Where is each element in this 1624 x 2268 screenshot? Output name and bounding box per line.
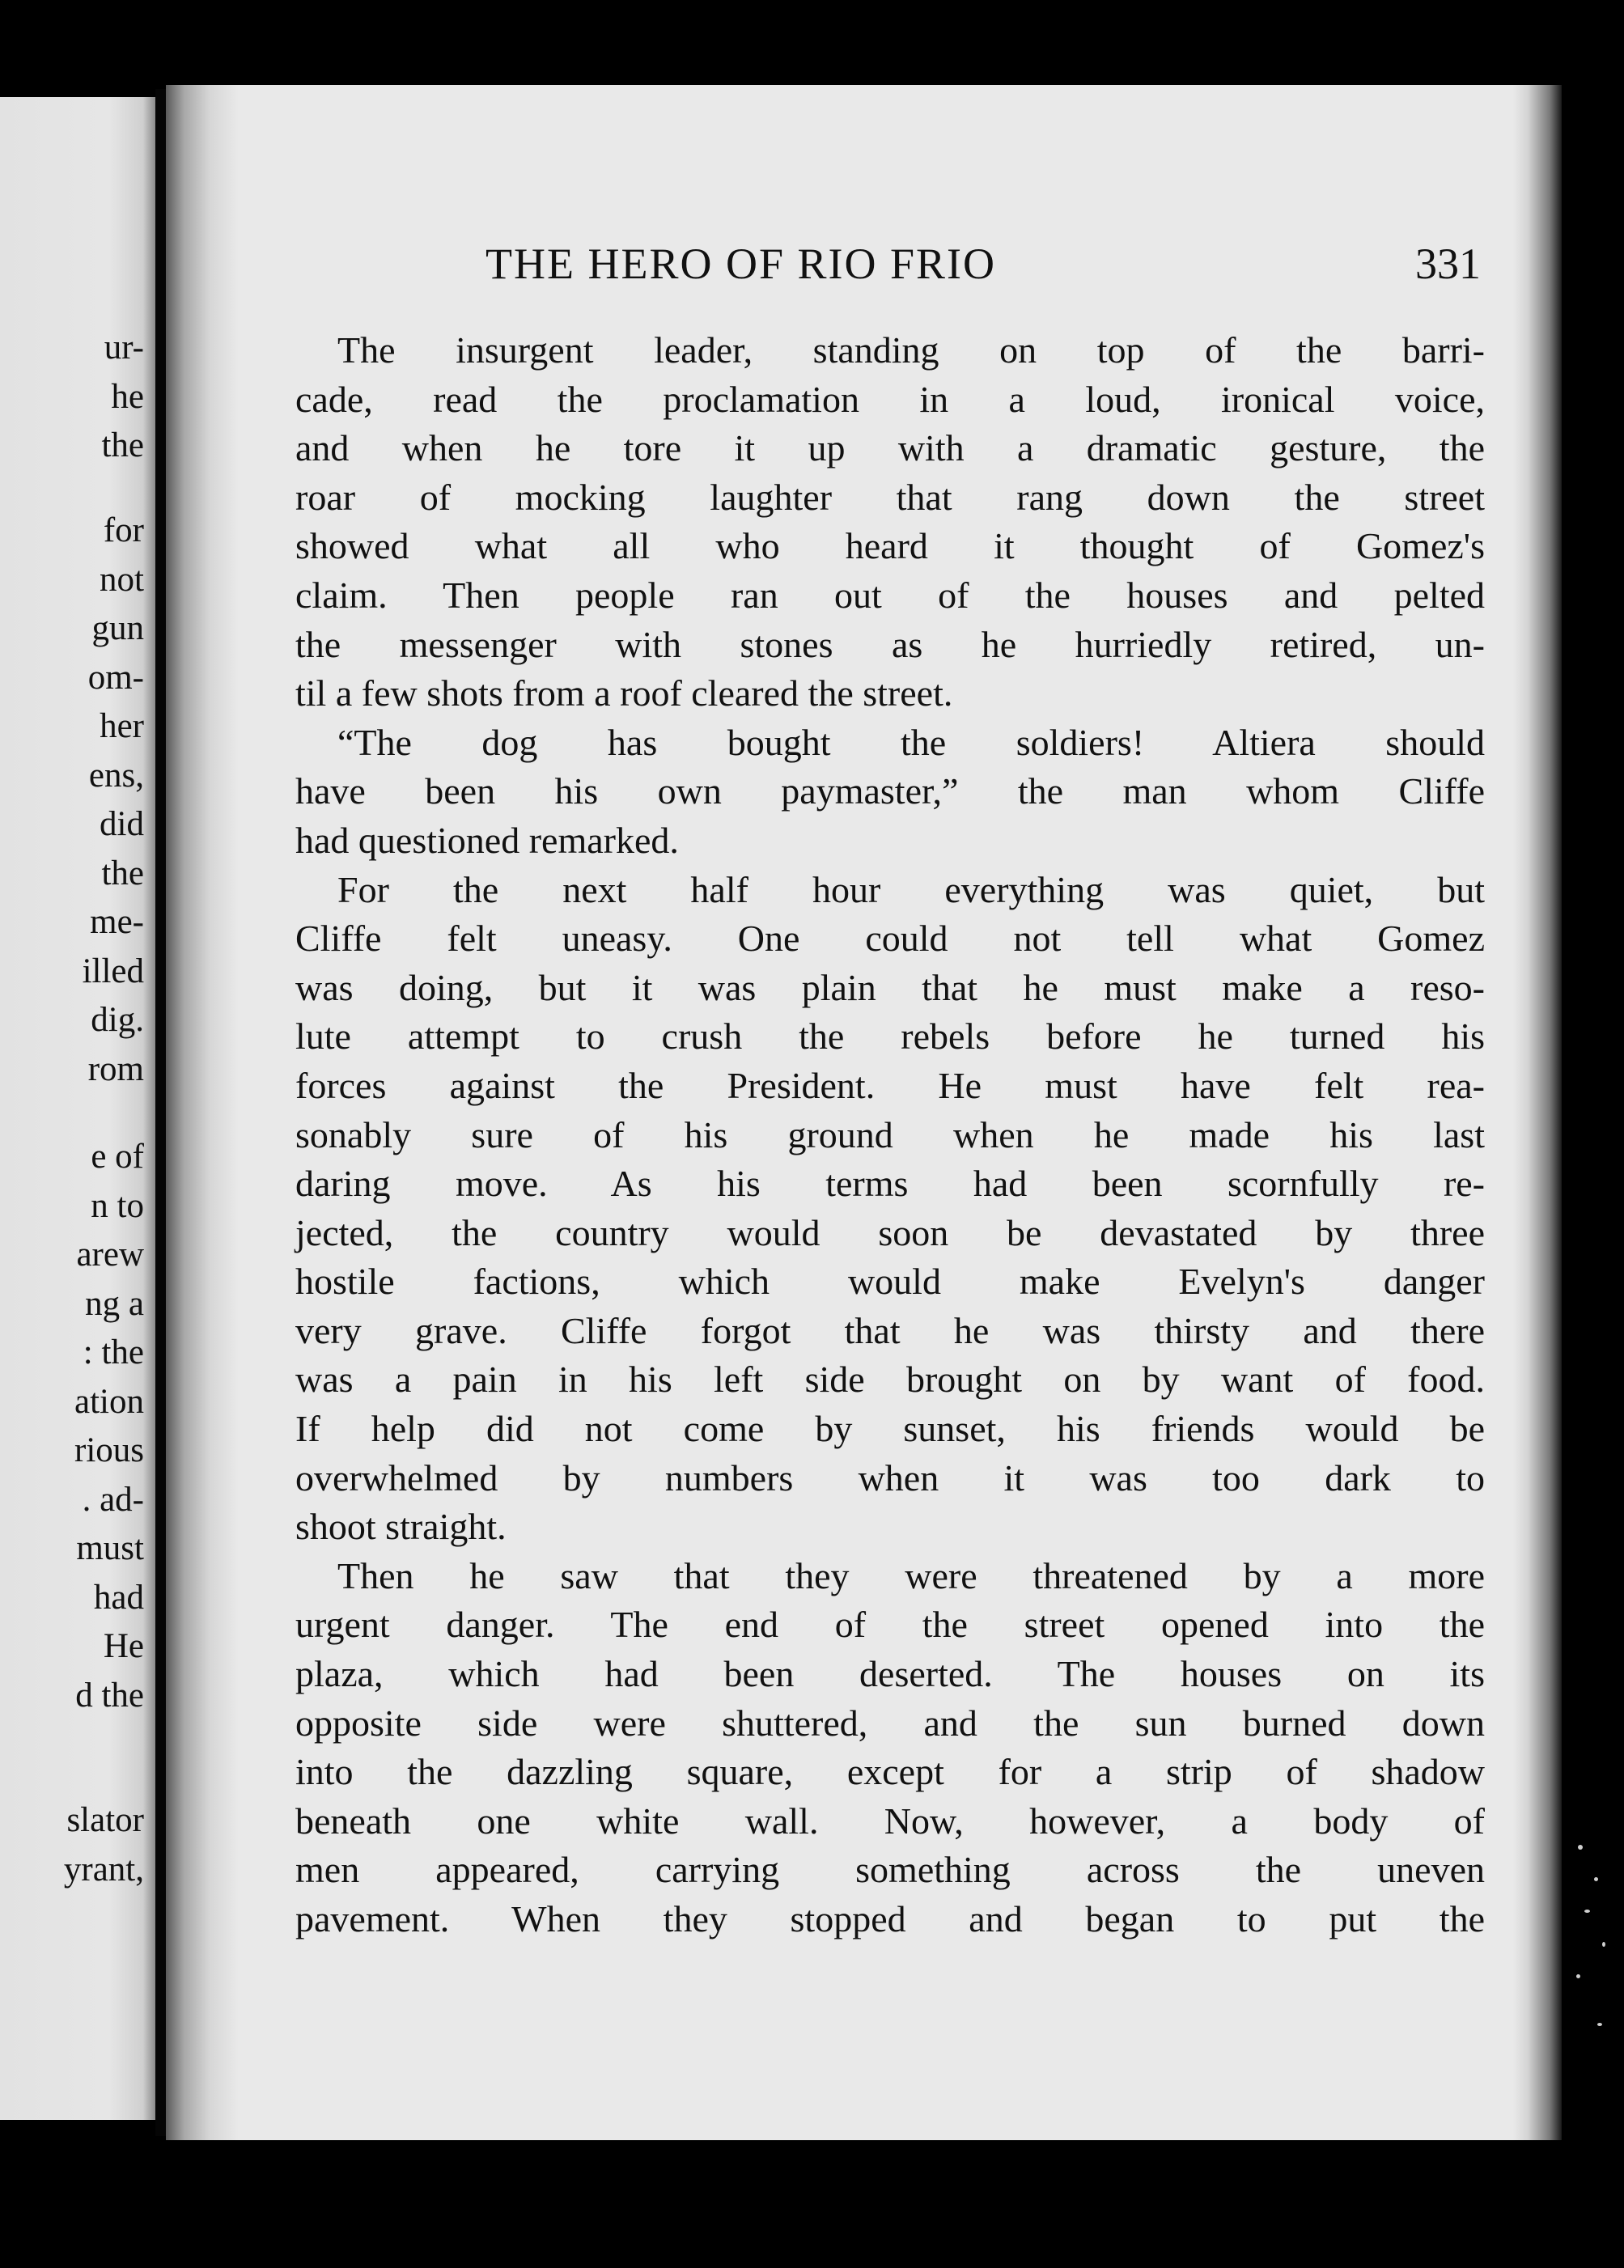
left-fragment: had [93, 1578, 144, 1617]
text-line: til a few shots from a roof cleared the street. [295, 672, 953, 714]
left-fragment: the [101, 426, 144, 464]
left-fragment-group-4 [64, 1796, 144, 1894]
right-page [166, 85, 1562, 2140]
dust-speck [1584, 1910, 1590, 1913]
text-line: had questioned remarked. [295, 819, 679, 861]
left-fragment: her [100, 707, 144, 745]
left-fragment: om- [87, 658, 144, 697]
left-fragment: ens, [88, 756, 144, 795]
body-text [295, 326, 1485, 1944]
left-fragment: for [103, 511, 144, 549]
left-fragment: He [103, 1627, 144, 1665]
left-fragment: not [100, 560, 144, 599]
text-line: The insurgent leader, standing on top of the barri- [337, 329, 1485, 371]
left-fragment: ng a [85, 1284, 144, 1323]
left-fragment: the [101, 854, 144, 892]
text-line: cade, read the proclamation in a loud, ironical voice, [295, 378, 1485, 420]
text-line: For the next half hour everything was quiet, but [337, 868, 1485, 910]
text-line: forces against the President. He must have felt rea- [295, 1064, 1485, 1106]
dust-speck [1594, 1877, 1598, 1881]
text-line: shoot straight. [295, 1506, 507, 1548]
left-fragment: ation [74, 1382, 144, 1421]
page-number: 331 [1415, 240, 1481, 288]
text-line: urgent danger. The end of the street opened into the [295, 1604, 1485, 1646]
left-fragment: did [100, 805, 144, 843]
dust-speck [1576, 1974, 1580, 1978]
text-line: very grave. Cliffe forgot that he was thirsty and there [295, 1309, 1485, 1351]
text-line: the messenger with stones as he hurriedly retired, un- [295, 623, 1485, 665]
text-line: showed what all who heard it thought of Gomez's [295, 525, 1485, 567]
text-line: overwhelmed by numbers when it was too dark to [295, 1456, 1485, 1499]
text-line: If help did not come by sunset, his friends would be [295, 1408, 1485, 1450]
page-edge-shadow [1513, 85, 1562, 2140]
left-fragment: ur- [104, 329, 144, 367]
text-line: beneath one white wall. Now, however, a body of [295, 1800, 1485, 1842]
left-fragment: e of [91, 1138, 144, 1176]
left-fragment: yrant, [63, 1850, 144, 1889]
text-line: Cliffe felt uneasy. One could not tell what Gomez [295, 918, 1485, 960]
running-title: THE HERO OF RIO FRIO [486, 240, 997, 288]
text-line: was doing, but it was plain that he must make a reso- [295, 966, 1485, 1008]
left-fragment: : the [83, 1333, 144, 1371]
text-line: daring move. As his terms had been scornfully re- [295, 1163, 1485, 1205]
left-fragment: he [111, 377, 144, 416]
dust-speck [1602, 1942, 1605, 1947]
dust-speck [1578, 1845, 1583, 1850]
text-line: hostile factions, which would make Evelyn's danger [295, 1261, 1485, 1303]
left-facing-page [0, 97, 155, 2120]
text-line: sonably sure of his ground when he made his last [295, 1113, 1485, 1155]
text-line: pavement. When they stopped and began to put the [295, 1898, 1485, 1939]
left-fragment: rom [87, 1049, 144, 1088]
binding-shadow [166, 85, 239, 2140]
left-fragment: slator [66, 1801, 144, 1839]
text-line: was a pain in his left side brought on by want of food. [295, 1359, 1485, 1401]
left-fragment: . ad- [82, 1480, 144, 1519]
text-line: and when he tore it up with a dramatic gesture, the [295, 427, 1485, 469]
text-line: roar of mocking laughter that rang down the street [295, 476, 1485, 518]
text-line: opposite side were shuttered, and the sun burned down [295, 1702, 1485, 1744]
text-line: men appeared, carrying something across the uneven [295, 1849, 1485, 1891]
text-line: jected, the country would soon be devastated by three [295, 1211, 1485, 1253]
text-line: plaza, which had been deserted. The houses on its [295, 1653, 1485, 1695]
dust-speck [1597, 2023, 1602, 2026]
left-fragment-group-2 [83, 507, 144, 1094]
left-fragment: me- [90, 903, 144, 941]
left-fragment: arew [76, 1236, 144, 1274]
left-fragment-group-3 [74, 1133, 144, 1720]
left-fragment: dig. [91, 1001, 144, 1039]
running-head [486, 239, 1481, 295]
text-line: have been his own paymaster,” the man whom Cliffe [295, 770, 1485, 812]
left-fragment: must [76, 1529, 144, 1567]
left-fragment: d the [75, 1676, 144, 1715]
text-line: “The dog has bought the soldiers! Altiera should [337, 721, 1485, 763]
left-fragment-group-1 [101, 324, 144, 471]
left-fragment: n to [91, 1186, 144, 1225]
left-fragment: rious [74, 1431, 144, 1469]
text-line: into the dazzling square, except for a strip of shadow [295, 1751, 1485, 1793]
text-line: Then he saw that they were threatened by a more [337, 1554, 1485, 1596]
scanner-edge [1562, 81, 1624, 2144]
text-line: claim. Then people ran out of the houses and pelted [295, 574, 1485, 616]
text-line: lute attempt to crush the rebels before he turned his [295, 1015, 1485, 1058]
left-fragment: illed [82, 952, 144, 990]
left-fragment: gun [91, 609, 144, 647]
